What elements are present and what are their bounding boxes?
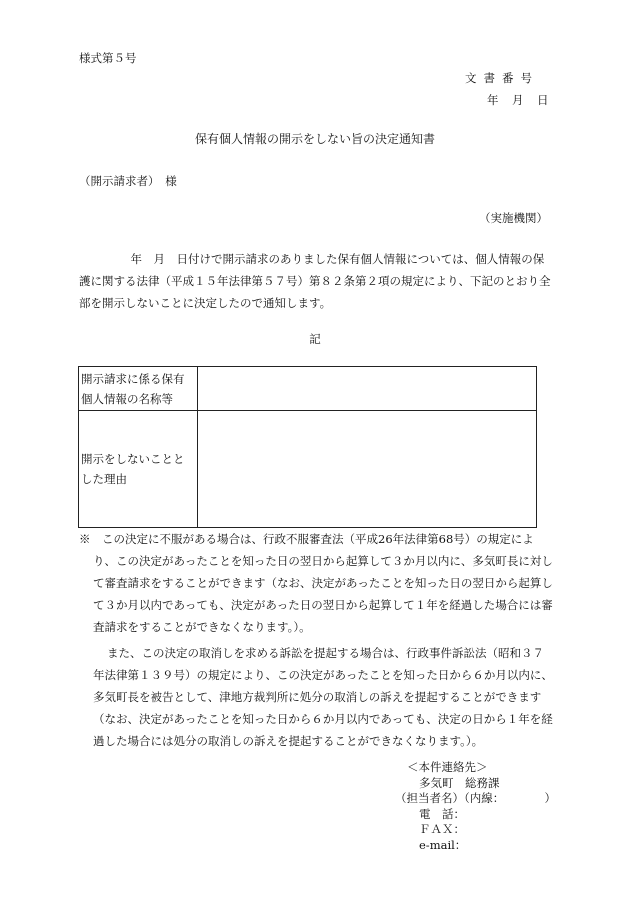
implementing-agency: （実施機関） <box>479 211 548 225</box>
date-label: 年 月 日 <box>487 93 550 107</box>
table-value-reason <box>198 411 537 528</box>
addressee: （開示請求者） 様 <box>79 174 177 188</box>
contact-block <box>395 760 556 853</box>
table-value-name <box>198 367 537 411</box>
document-number-label: 文書番号 <box>465 71 539 85</box>
body-paragraph: 年 月 日付けで開示請求のありました保有個人情報については、個人情報の保護に関する法律（平成１５年法律第５７号）第８２条第２項の規定により、下記のとおり全部を開示しないことに決定したので通知します。 <box>79 252 551 310</box>
contact-fax: ＦＡＸ： <box>419 822 465 836</box>
contact-department: 多気町 総務課 <box>419 775 500 790</box>
document-title: 保有個人情報の開示をしない旨の決定通知書 <box>194 132 435 146</box>
appeal-notice <box>79 528 555 752</box>
decision-table <box>78 366 537 528</box>
notice-paragraph-lawsuit: また、この決定の取消しを求める訴訟を提起する場合は、行政事件訴訟法（昭和３７年法律第１３９号）の規定により、この決定があったことを知った日から６か月以内に、多気町長を被告として、津地方裁判所に処分の取消しの訴えを提起することができます（なお、決定があったことを知った日から６か月以内であっても、決定の日から１年を経過した場合には処分の取消しの訴えを提起することができなくなります。）。 <box>93 646 553 748</box>
table-label-reason: 開示をしないこととした理由 <box>79 411 198 528</box>
table-row <box>79 367 537 411</box>
contact-heading: ＜本件連絡先＞ <box>407 760 488 774</box>
contact-phone: 電 話： <box>419 806 465 821</box>
table-label-name: 開示請求に係る保有個人情報の名称等 <box>79 367 198 411</box>
form-number: 様式第５号 <box>79 51 137 65</box>
table-row <box>79 411 537 528</box>
ki-heading: 記 <box>309 332 321 346</box>
contact-person: （担当者名）（内線： ） <box>395 791 556 805</box>
notice-paragraph-review: ※ この決定に不服がある場合は、行政不服審査法（平成26年法律第68号）の規定により、この決定があったことを知った日の翌日から起算して３か月以内に、多気町長に対して審査請求をすることができます（なお、決定があったことを知った日の翌日から起算して３か月以内であっても、決定があった日の翌日から起算して１年を経過した場合には審査請求をすることができなくなります。）。 <box>79 532 553 634</box>
contact-email: e-mail： <box>419 837 467 852</box>
